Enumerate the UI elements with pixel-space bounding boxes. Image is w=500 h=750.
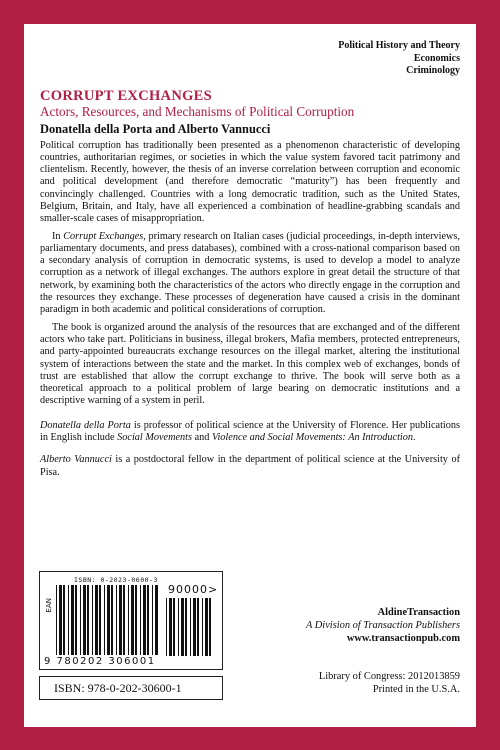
publisher-division: A Division of Transaction Publishers (306, 620, 460, 631)
subject-item: Economics (413, 52, 460, 64)
para2-text: , primary research on Italian cases (judicial proceedings, in-depth interviews, parliamentary documents, and press databases), combined with a cross-national comparison based on a secondary analysis of corruption in democratic systems, is used to develop a model to analyze corruption as a network of illegal exchanges. The authors explore in great detail the structure of that network, by examining both the characteristics of the actors who directly engage in the corruption and the resources they exchange. These processes of degeneration have caused a crisis in the dominant paradigm in both academic and political considerations of corruption. (40, 230, 460, 316)
subject-item: Political History and Theory (338, 40, 460, 51)
subject-item: Criminology (406, 65, 460, 76)
publisher-url: www.transactionpub.com (346, 633, 460, 644)
printed-in: Printed in the U.S.A. (372, 684, 460, 695)
publisher-name: AldineTransaction (377, 607, 460, 618)
author-bio-vannucci (40, 454, 460, 479)
barcode-isbn-text: ISBN: 0-2023-0600-3 (74, 576, 158, 584)
bio-author-name: Alberto Vannucci (40, 454, 112, 466)
description-paragraph-1: Political corruption has traditionally been presented as a phenomenon characteristic of developing countries, authoritarian regimes, or societies in which the value system favored tacit patrimony and clientelism. Recently, however, the thesis of an inverse correlation between corruption and economic and political development (and therefore democratic “maturity”) has been frequently and convincingly challenged. Countries with a long democratic tradition, such as the United States, Belgium, Britain, and Italy, have all experienced a combination of headline-grabbing scandals and smaller-scale cases of misappropriation. (40, 139, 460, 225)
book-title: CORRUPT EXCHANGES (40, 87, 213, 104)
author-bio-della-porta (40, 420, 460, 445)
ean-text: EAN (45, 598, 53, 613)
book-subtitle: Actors, Resources, and Mechanisms of Political Corruption (40, 103, 355, 119)
bio-author-name: Donatella della Porta (40, 419, 131, 431)
barcode-bars (56, 585, 160, 655)
price-barcode-bars (166, 598, 216, 656)
barcode-price-code: 90000> (168, 583, 219, 596)
subject-categories (40, 40, 460, 78)
bio-book-title: Social Movements (117, 432, 193, 444)
bio-book-title: Violence and Social Movements: An Introduction (211, 432, 414, 444)
description-paragraph-2 (40, 231, 460, 317)
bio-text: and (192, 432, 212, 444)
library-of-congress: Library of Congress: 2012013859 (318, 671, 460, 682)
description-paragraph-3: The book is organized around the analysis of the resources that are exchanged and of the different actors who take part. Politicians in business, illegal brokers, Mafia members, protected entrepreneurs, and party-appointed bureaucrats exchange resources on the illegal market, altering the institutional system of interactions between the state and the market. In this complex web of exchanges, bonds of trust are established that allow the corrupt exchange to thrive. The book will serve both as a theoretical approach to a political problem of large bearing on democratic institutions and a descriptive warning of a system in peril. (40, 321, 460, 407)
barcode-number: 9 780202 306001 (44, 656, 156, 667)
para2-book-title: Corrupt Exchanges (63, 230, 144, 242)
barcode (39, 571, 223, 670)
para2-prefix: In (52, 230, 64, 242)
back-cover-panel (24, 24, 476, 727)
ean-label (44, 598, 54, 614)
publisher-info (306, 606, 460, 645)
library-info (319, 670, 460, 696)
bio-text: is professor of political science at the University of Florence. Her publications in English include (40, 419, 461, 444)
isbn-label: ISBN: 978-0-202-30600-1 (39, 676, 223, 700)
bio-text: is a postdoctoral fellow in the department of political science at the University of Pisa. (40, 454, 460, 478)
book-authors: Donatella della Porta and Alberto Vannucci (40, 121, 271, 136)
bio-text: . (413, 432, 416, 444)
